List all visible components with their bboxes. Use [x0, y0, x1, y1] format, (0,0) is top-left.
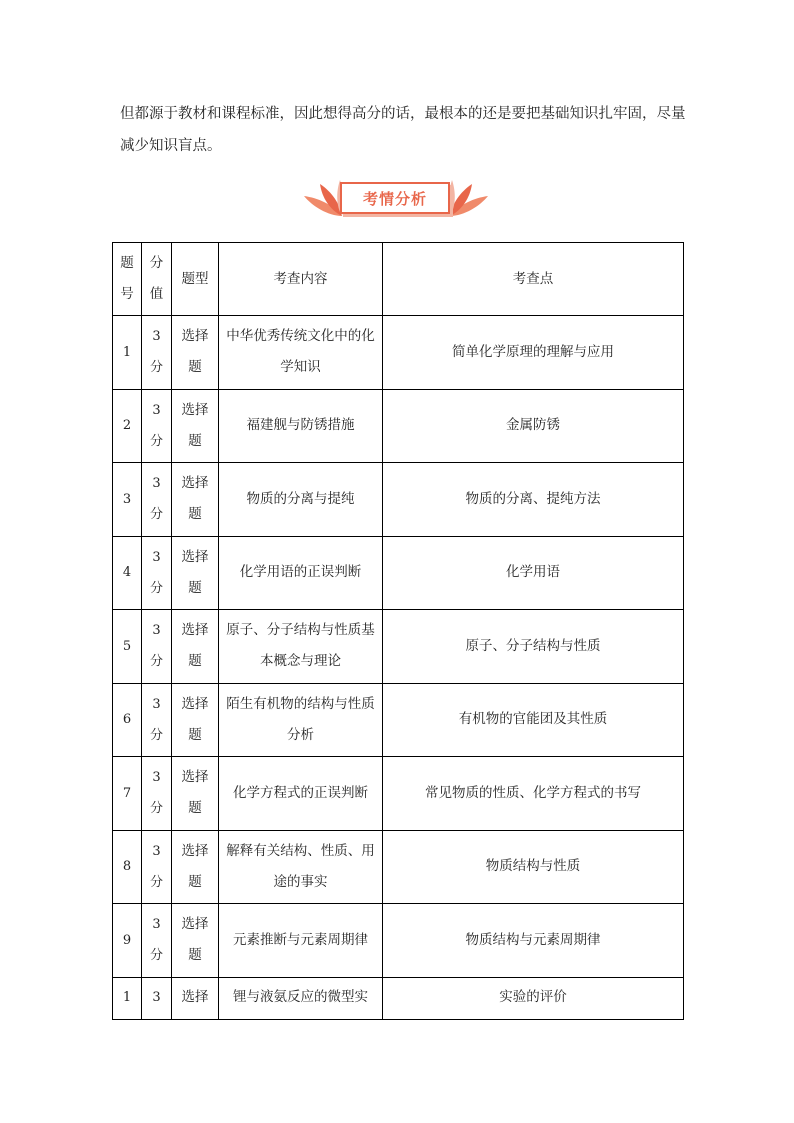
table-row	[113, 463, 684, 537]
header-content: 考查内容	[219, 243, 383, 316]
cell-score: 3分	[142, 463, 172, 537]
cell-point: 原子、分子结构与性质	[383, 610, 684, 684]
cell-content: 中华优秀传统文化中的化学知识	[219, 316, 383, 390]
cell-type: 选择题	[172, 683, 219, 757]
cell-type: 选择题	[172, 610, 219, 684]
cell-number: 2	[113, 389, 142, 463]
section-title-box	[340, 182, 450, 214]
cell-type: 选择题	[172, 389, 219, 463]
cell-type: 选择题	[172, 463, 219, 537]
header-type: 题型	[172, 243, 219, 316]
cell-content: 锂与液氨反应的微型实	[219, 977, 383, 1019]
cell-score: 3分	[142, 830, 172, 904]
cell-score: 3	[142, 977, 172, 1019]
table-row	[113, 904, 684, 978]
cell-content: 原子、分子结构与性质基本概念与理论	[219, 610, 383, 684]
cell-number: 6	[113, 683, 142, 757]
cell-point: 物质结构与性质	[383, 830, 684, 904]
cell-point: 物质结构与元素周期律	[383, 904, 684, 978]
table-row	[113, 977, 684, 1019]
cell-point: 有机物的官能团及其性质	[383, 683, 684, 757]
intro-paragraph: 但都源于教材和课程标准，因此想得高分的话，最根本的还是要把基础知识扎牢固，尽量减少知识盲点。	[120, 106, 686, 154]
cell-point: 实验的评价	[383, 977, 684, 1019]
cell-number: 3	[113, 463, 142, 537]
cell-content: 化学方程式的正误判断	[219, 757, 383, 831]
table-header-row	[113, 243, 684, 316]
cell-number: 7	[113, 757, 142, 831]
cell-point: 金属防锈	[383, 389, 684, 463]
cell-score: 3分	[142, 904, 172, 978]
cell-point: 物质的分离、提纯方法	[383, 463, 684, 537]
exam-analysis-table	[112, 242, 684, 1020]
table-row	[113, 316, 684, 390]
cell-type: 选择题	[172, 536, 219, 610]
cell-score: 3分	[142, 683, 172, 757]
table-row	[113, 757, 684, 831]
table-row	[113, 389, 684, 463]
cell-score: 3分	[142, 757, 172, 831]
table-row	[113, 610, 684, 684]
table-row	[113, 683, 684, 757]
cell-content: 福建舰与防锈措施	[219, 389, 383, 463]
section-title: 考情分析	[362, 189, 427, 208]
cell-number: 4	[113, 536, 142, 610]
cell-number: 5	[113, 610, 142, 684]
header-score: 分值	[142, 243, 172, 316]
cell-content: 元素推断与元素周期律	[219, 904, 383, 978]
cell-content: 解释有关结构、性质、用途的事实	[219, 830, 383, 904]
table-row	[113, 830, 684, 904]
header-number: 题号	[113, 243, 142, 316]
cell-type: 选择	[172, 977, 219, 1019]
cell-type: 选择题	[172, 904, 219, 978]
cell-point: 简单化学原理的理解与应用	[383, 316, 684, 390]
cell-score: 3分	[142, 610, 172, 684]
cell-score: 3分	[142, 389, 172, 463]
table-row	[113, 536, 684, 610]
cell-score: 3分	[142, 536, 172, 610]
cell-number: 1	[113, 977, 142, 1019]
cell-type: 选择题	[172, 830, 219, 904]
cell-content: 化学用语的正误判断	[219, 536, 383, 610]
cell-point: 常见物质的性质、化学方程式的书写	[383, 757, 684, 831]
cell-point: 化学用语	[383, 536, 684, 610]
cell-number: 8	[113, 830, 142, 904]
cell-type: 选择题	[172, 757, 219, 831]
cell-content: 陌生有机物的结构与性质分析	[219, 683, 383, 757]
header-point: 考查点	[383, 243, 684, 316]
cell-number: 1	[113, 316, 142, 390]
cell-content: 物质的分离与提纯	[219, 463, 383, 537]
cell-number: 9	[113, 904, 142, 978]
section-banner	[300, 176, 492, 226]
cell-type: 选择题	[172, 316, 219, 390]
cell-score: 3分	[142, 316, 172, 390]
